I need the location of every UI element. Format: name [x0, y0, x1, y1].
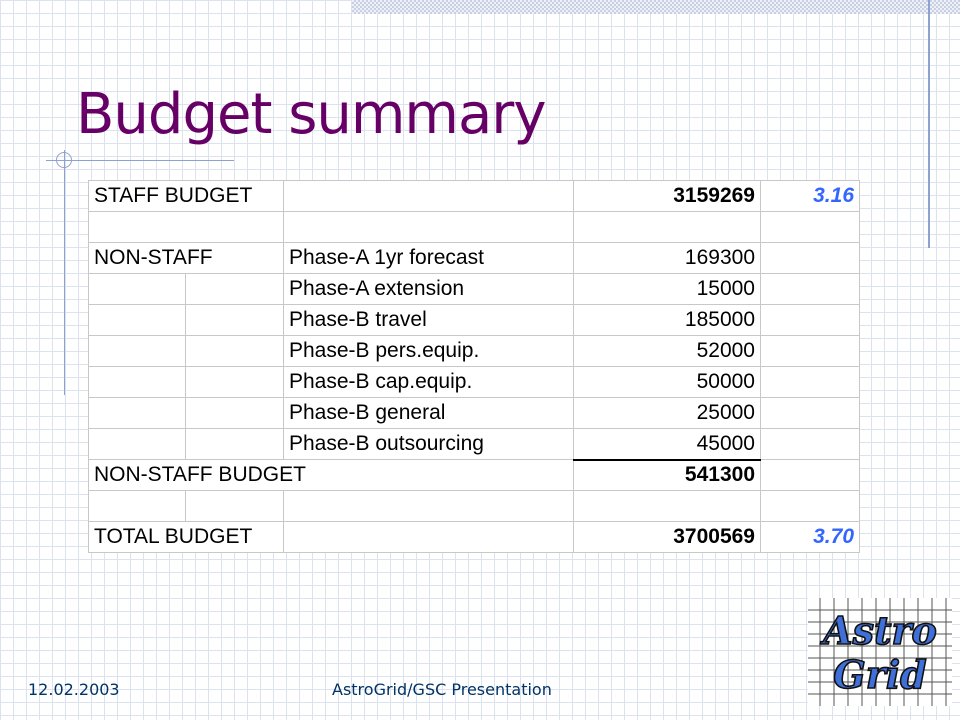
- total-budget-ratio: 3.70: [761, 522, 860, 553]
- empty-cell: [89, 305, 186, 336]
- table-row-blank: [89, 491, 860, 522]
- table-row: [89, 243, 860, 274]
- empty-cell: [761, 398, 860, 429]
- empty-cell: [284, 181, 574, 212]
- footer-presentation-title: AstroGrid/GSC Presentation: [332, 680, 552, 699]
- right-decor-rule: [928, 0, 930, 248]
- footer-date: 12.02.2003: [28, 680, 120, 699]
- empty-cell: [761, 491, 860, 522]
- logo-text-line1: Astro: [823, 608, 937, 653]
- title-decor-circle: [56, 152, 72, 168]
- total-budget-label: TOTAL BUDGET: [89, 522, 284, 553]
- empty-cell: [761, 429, 860, 460]
- non-staff-budget-amount: 541300: [574, 460, 761, 491]
- empty-cell: [89, 491, 186, 522]
- table-row: [89, 305, 860, 336]
- table-row-staff-budget: [89, 181, 860, 212]
- empty-cell: [89, 398, 186, 429]
- empty-cell: [186, 367, 284, 398]
- empty-cell: [574, 212, 761, 243]
- item-amount: 15000: [574, 274, 761, 305]
- staff-budget-label: STAFF BUDGET: [89, 181, 284, 212]
- slide-title: Budget summary: [76, 82, 546, 147]
- table-row: [89, 429, 860, 460]
- item-label: Phase-B general: [284, 398, 574, 429]
- staff-budget-ratio: 3.16: [761, 181, 860, 212]
- item-label: Phase-B cap.equip.: [284, 367, 574, 398]
- table-row-non-staff-budget: [89, 460, 860, 491]
- top-decor-band: [352, 0, 960, 14]
- table-row: [89, 367, 860, 398]
- empty-cell: [186, 429, 284, 460]
- item-label: Phase-A 1yr forecast: [284, 243, 574, 274]
- astrogrid-logo: [808, 598, 952, 706]
- empty-cell: [284, 212, 574, 243]
- empty-cell: [761, 274, 860, 305]
- empty-cell: [186, 336, 284, 367]
- item-amount: 169300: [574, 243, 761, 274]
- empty-cell: [284, 522, 574, 553]
- non-staff-label: NON-STAFF: [89, 243, 284, 274]
- empty-cell: [89, 429, 186, 460]
- budget-table: [88, 180, 860, 553]
- item-amount: 52000: [574, 336, 761, 367]
- item-label: Phase-B outsourcing: [284, 429, 574, 460]
- empty-cell: [186, 274, 284, 305]
- item-amount: 50000: [574, 367, 761, 398]
- empty-cell: [761, 460, 860, 491]
- table-row: [89, 336, 860, 367]
- item-amount: 45000: [574, 429, 761, 460]
- non-staff-budget-label: NON-STAFF BUDGET: [89, 460, 574, 491]
- title-decor-horizontal-rule: [46, 160, 234, 161]
- empty-cell: [186, 398, 284, 429]
- item-label: Phase-B pers.equip.: [284, 336, 574, 367]
- staff-budget-amount: 3159269: [574, 181, 761, 212]
- table-row: [89, 274, 860, 305]
- table-row: [89, 398, 860, 429]
- empty-cell: [89, 212, 284, 243]
- total-budget-amount: 3700569: [574, 522, 761, 553]
- table-row-blank: [89, 212, 860, 243]
- empty-cell: [186, 305, 284, 336]
- table-row-total-budget: [89, 522, 860, 553]
- empty-cell: [761, 212, 860, 243]
- title-decor-vertical-rule: [64, 150, 65, 395]
- empty-cell: [761, 305, 860, 336]
- item-label: Phase-A extension: [284, 274, 574, 305]
- item-amount: 25000: [574, 398, 761, 429]
- empty-cell: [761, 243, 860, 274]
- empty-cell: [284, 491, 574, 522]
- empty-cell: [186, 491, 284, 522]
- item-amount: 185000: [574, 305, 761, 336]
- empty-cell: [761, 367, 860, 398]
- logo-text-line2: Grid: [833, 652, 927, 697]
- empty-cell: [574, 491, 761, 522]
- empty-cell: [89, 336, 186, 367]
- item-label: Phase-B travel: [284, 305, 574, 336]
- empty-cell: [761, 336, 860, 367]
- empty-cell: [89, 274, 186, 305]
- empty-cell: [89, 367, 186, 398]
